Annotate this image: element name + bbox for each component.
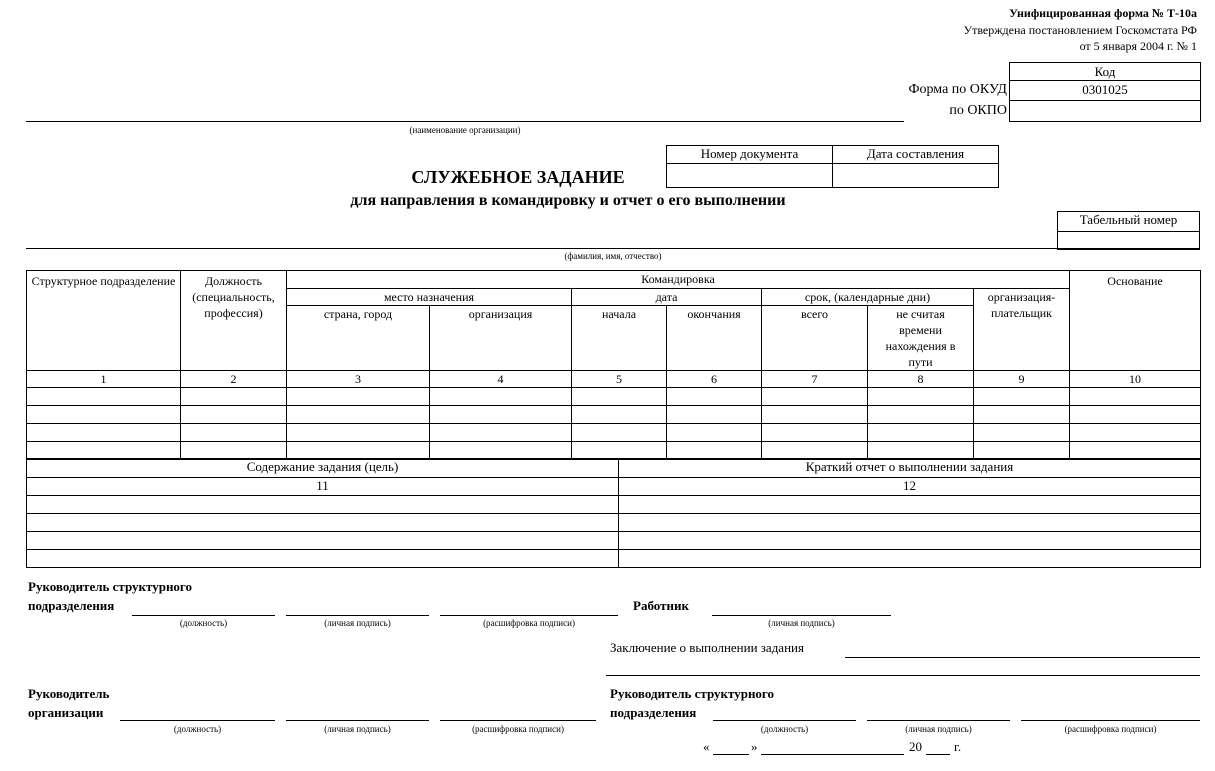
form-name: Унифицированная форма № Т-10а [1009, 6, 1197, 20]
head-org-position-line[interactable] [120, 720, 275, 721]
doc-date-value[interactable] [833, 164, 999, 188]
table-cell[interactable] [572, 424, 667, 442]
cap-signature: (личная подпись) [905, 724, 972, 734]
head-org-signature-line[interactable] [286, 720, 429, 721]
doc-date-label: Дата составления [833, 146, 999, 164]
table-cell[interactable] [27, 514, 619, 532]
table-row [27, 514, 1201, 532]
table-cell[interactable] [762, 424, 868, 442]
table-cell[interactable] [1070, 424, 1201, 442]
table-row [27, 388, 1201, 406]
table-cell[interactable] [287, 442, 430, 460]
conclusion-label: Заключение о выполнении задания [610, 640, 804, 655]
cap-decode: (расшифровка подписи) [472, 724, 564, 734]
table-row [27, 496, 1201, 514]
head-unit-label-2: подразделения [28, 598, 115, 613]
date-day-line[interactable] [713, 754, 749, 755]
col-number: 2 [181, 371, 287, 388]
table-cell[interactable] [572, 442, 667, 460]
fio-caption: (фамилия, имя, отчество) [564, 251, 662, 261]
head-org-label-2: организации [28, 705, 104, 720]
title-line-2: для направления в командировку и отчет о его выполнении [350, 192, 786, 209]
table-cell[interactable] [181, 424, 287, 442]
table-cell[interactable] [181, 442, 287, 460]
org-name-line[interactable] [26, 121, 904, 122]
table-cell[interactable] [667, 388, 762, 406]
org-caption: (наименование организации) [409, 125, 521, 135]
table-cell[interactable] [762, 406, 868, 424]
conclusion-line-2[interactable] [606, 675, 1200, 676]
okpo-label: по ОКПО [949, 103, 1007, 118]
cap-position: (должность) [760, 724, 809, 734]
col-position: Должность (специальность, профессия) [181, 271, 287, 371]
tabel-box [1057, 211, 1200, 250]
cap-signature: (личная подпись) [324, 618, 391, 628]
col-mesto: место назначения [287, 289, 572, 306]
cap-signature: (личная подпись) [768, 618, 835, 628]
table-cell[interactable] [430, 424, 572, 442]
table-cell[interactable] [868, 388, 974, 406]
fio-line[interactable] [26, 248, 1200, 249]
table-cell[interactable] [1070, 406, 1201, 424]
approved-line-2: от 5 января 2004 г. № 1 [1079, 39, 1197, 53]
table-cell[interactable] [974, 442, 1070, 460]
conclusion-line-1[interactable] [845, 657, 1200, 658]
table-cell[interactable] [27, 388, 181, 406]
table-cell[interactable] [430, 388, 572, 406]
main-table [26, 270, 1201, 460]
worker-label: Работник [633, 598, 689, 613]
table-cell[interactable] [27, 424, 181, 442]
col-strana: страна, город [287, 306, 430, 371]
table-cell[interactable] [868, 442, 974, 460]
col-number: 5 [572, 371, 667, 388]
date-year-suffix: г. [954, 739, 962, 754]
cap-signature: (личная подпись) [324, 724, 391, 734]
table-cell[interactable] [27, 550, 619, 568]
col-number: 6 [667, 371, 762, 388]
cap-position: (должность) [173, 724, 222, 734]
col-structural-unit: Структурное подразделение [27, 271, 181, 371]
table-cell[interactable] [762, 388, 868, 406]
col-number: 8 [868, 371, 974, 388]
table-row [27, 550, 1201, 568]
table-cell[interactable] [181, 406, 287, 424]
table-cell[interactable] [667, 406, 762, 424]
head-unit2-position-line[interactable] [713, 720, 856, 721]
table-cell[interactable] [619, 550, 1201, 568]
table-cell[interactable] [287, 406, 430, 424]
head-unit2-signature-line[interactable] [867, 720, 1010, 721]
col-number: 7 [762, 371, 868, 388]
table-row [27, 424, 1201, 442]
head-org-decode-line[interactable] [440, 720, 596, 721]
tabel-label: Табельный номер [1058, 212, 1200, 232]
col-number: 10 [1070, 371, 1201, 388]
table-cell[interactable] [619, 532, 1201, 550]
table-cell[interactable] [27, 442, 181, 460]
table-cell[interactable] [287, 388, 430, 406]
table-cell[interactable] [868, 406, 974, 424]
table-cell[interactable] [430, 406, 572, 424]
table-cell[interactable] [974, 406, 1070, 424]
col-organizaciya: организация [430, 306, 572, 371]
col-okonchaniya: окончания [667, 306, 762, 371]
table-cell[interactable] [868, 424, 974, 442]
table-cell[interactable] [572, 406, 667, 424]
cap-decode: (расшифровка подписи) [1064, 724, 1157, 734]
doc-number-label: Номер документа [667, 146, 833, 164]
head-unit2-decode-line[interactable] [1021, 720, 1200, 721]
col-komandirovka: Командировка [287, 271, 1070, 289]
date-open-quote: « [703, 739, 710, 754]
table-cell[interactable] [27, 532, 619, 550]
table-cell[interactable] [181, 388, 287, 406]
table-cell[interactable] [27, 406, 181, 424]
table-cell[interactable] [974, 424, 1070, 442]
okpo-value[interactable] [1010, 100, 1200, 122]
okud-label: Форма по ОКУД [908, 82, 1007, 97]
task-col-goal: Содержание задания (цель) [27, 459, 619, 478]
table-cell[interactable] [27, 496, 619, 514]
approved-line-1: Утверждена постановлением Госкомстата РФ [963, 23, 1197, 37]
worker-signature-line[interactable] [712, 615, 891, 616]
col-number: 3 [287, 371, 430, 388]
head-unit-position-line[interactable] [132, 615, 275, 616]
cap-position: (должность) [179, 618, 228, 628]
table-cell[interactable] [667, 424, 762, 442]
table-cell[interactable] [287, 424, 430, 442]
table-cell[interactable] [1070, 442, 1201, 460]
task-num-12: 12 [619, 478, 1201, 496]
head-unit2-label-1: Руководитель структурного [610, 686, 775, 701]
head-unit-label-1: Руководитель структурного [28, 579, 193, 594]
head-unit-signature-line[interactable] [286, 615, 429, 616]
cap-decode: (расшифровка подписи) [483, 618, 575, 628]
table-row [27, 442, 1201, 460]
task-table [26, 458, 1201, 568]
head-org-label-1: Руководитель [28, 686, 110, 701]
col-data: дата [572, 289, 762, 306]
okud-value[interactable]: 0301025 [1010, 80, 1200, 100]
col-number: 9 [974, 371, 1070, 388]
col-nachala: начала [572, 306, 667, 371]
date-year-prefix: 20 [909, 739, 922, 754]
col-vsego: всего [762, 306, 868, 371]
col-ne-schitaya: не считая времени нахождения в пути [868, 306, 974, 371]
date-year-line[interactable] [926, 754, 950, 755]
table-cell[interactable] [974, 388, 1070, 406]
date-month-line[interactable] [761, 754, 904, 755]
table-cell[interactable] [667, 442, 762, 460]
kod-label: Код [1094, 64, 1116, 79]
task-num-11: 11 [27, 478, 619, 496]
col-osnovanie: Основание [1070, 271, 1201, 371]
table-cell[interactable] [572, 388, 667, 406]
table-cell[interactable] [762, 442, 868, 460]
col-platelshchik: организация-плательщик [974, 289, 1070, 371]
table-cell[interactable] [1070, 388, 1201, 406]
head-unit-decode-line[interactable] [440, 615, 618, 616]
col-srok: срок, (календарные дни) [762, 289, 974, 306]
table-cell[interactable] [430, 442, 572, 460]
table-cell[interactable] [619, 514, 1201, 532]
table-row [27, 532, 1201, 550]
table-cell[interactable] [619, 496, 1201, 514]
head-unit2-label-2: подразделения [610, 705, 697, 720]
table-row [27, 406, 1201, 424]
task-col-report: Краткий отчет о выполнении задания [619, 459, 1201, 478]
tabel-value[interactable] [1058, 232, 1200, 250]
col-number: 1 [27, 371, 181, 388]
title-line-1: СЛУЖЕБНОЕ ЗАДАНИЕ [411, 167, 625, 187]
date-close-quote: » [751, 739, 758, 754]
codes-box [1009, 62, 1201, 122]
col-number: 4 [430, 371, 572, 388]
